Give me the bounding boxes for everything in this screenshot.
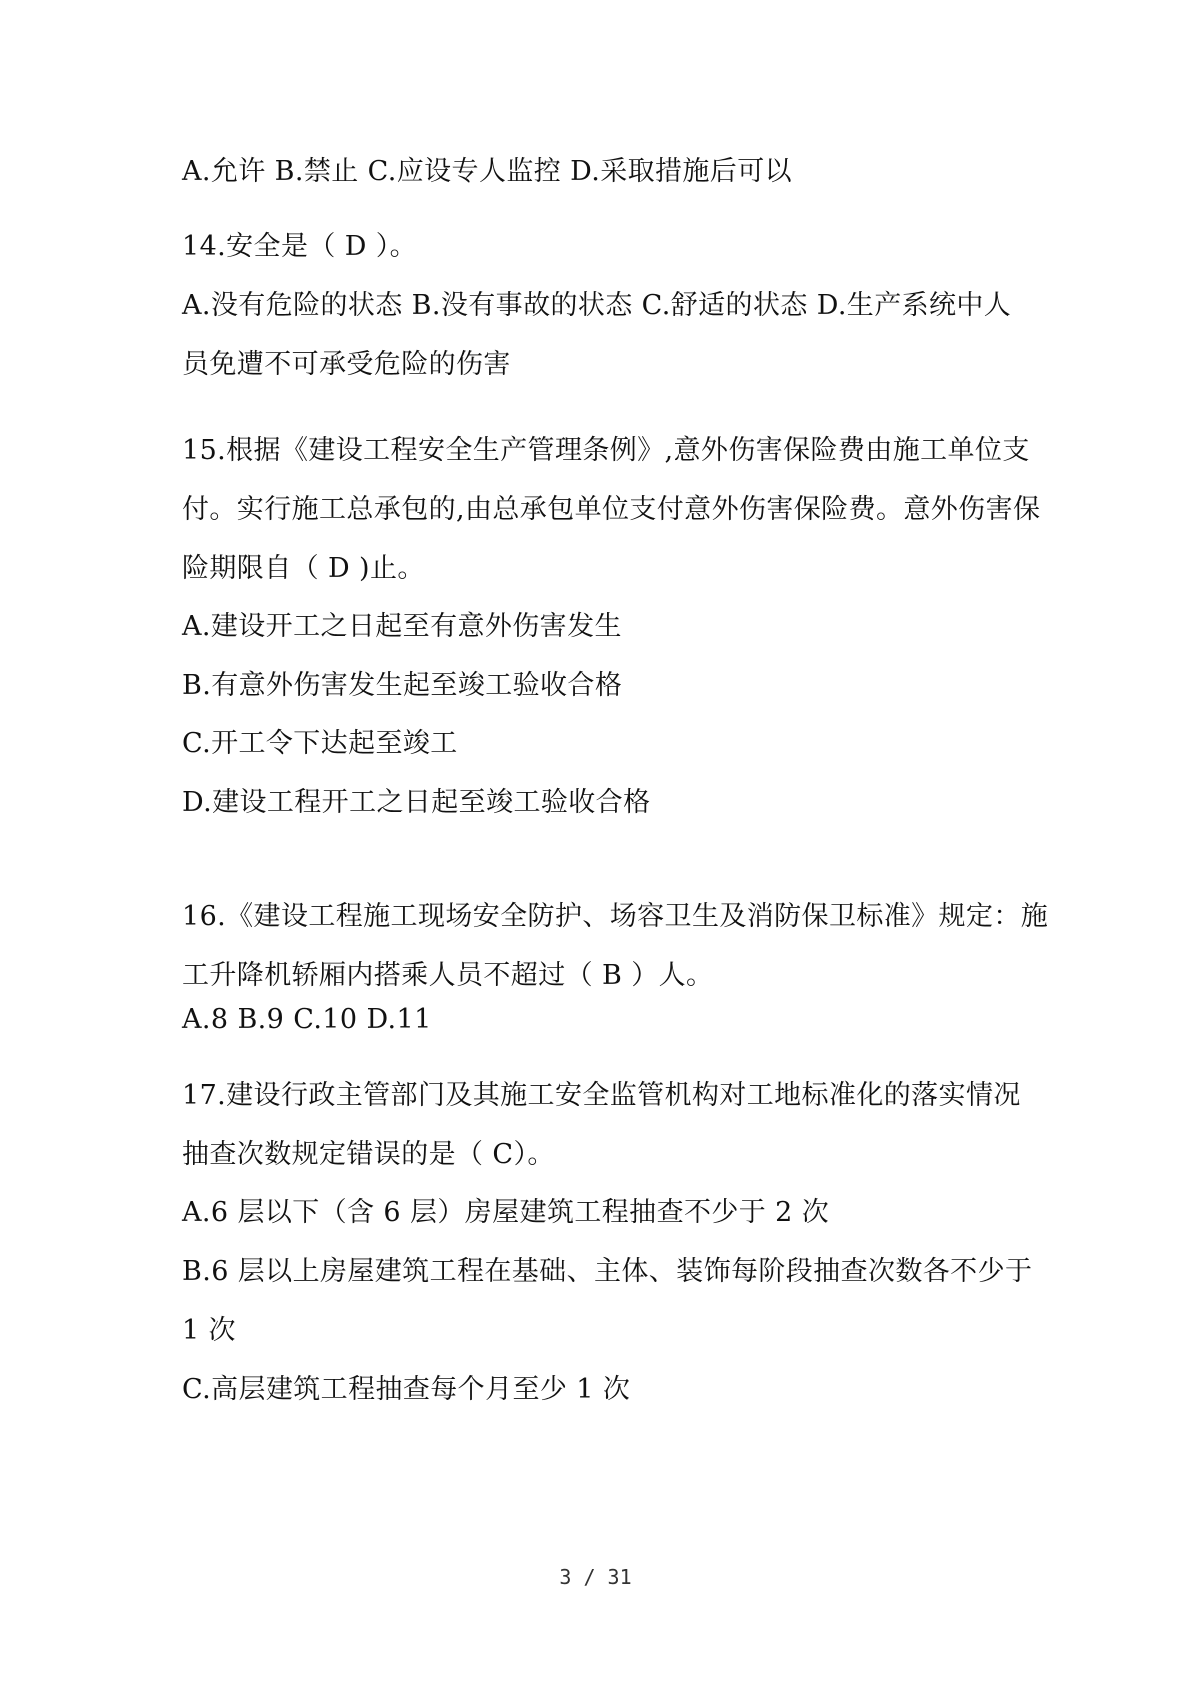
q17-option-b-line-1: B.6 层以上房屋建筑工程在基础、主体、装饰每阶段抽查次数各不少于 <box>182 1256 1033 1287</box>
q13-options: A.允许 B.禁止 C.应设专人监控 D.采取措施后可以 <box>182 156 792 187</box>
q14-options-line-2: 员免遭不可承受危险的伤害 <box>182 349 511 380</box>
q15-option-c: C.开工令下达起至竣工 <box>182 728 458 759</box>
q16-question-line-2: 工升降机轿厢内搭乘人员不超过（ B ）人。 <box>182 960 714 991</box>
q15-option-b: B.有意外伤害发生起至竣工验收合格 <box>182 670 623 701</box>
q17-option-b-line-2: 1 次 <box>182 1315 236 1346</box>
q15-question-line-3: 险期限自（ D )止。 <box>182 553 425 584</box>
q14-options-line-1: A.没有危险的状态 B.没有事故的状态 C.舒适的状态 D.生产系统中人 <box>182 290 1012 321</box>
q15-question-line-2: 付。实行施工总承包的,由总承包单位支付意外伤害保险费。意外伤害保 <box>182 494 1041 525</box>
page-number: 3 / 31 <box>559 1565 632 1589</box>
q15-option-d: D.建设工程开工之日起至竣工验收合格 <box>182 787 651 818</box>
q17-question-line-1: 17.建设行政主管部门及其施工安全监管机构对工地标准化的落实情况 <box>182 1080 1021 1111</box>
q14-question: 14.安全是（ D ）。 <box>182 231 418 262</box>
q16-question-line-1: 16.《建设工程施工现场安全防护、场容卫生及消防保卫标准》规定：施 <box>182 901 1049 932</box>
q16-options: A.8 B.9 C.10 D.11 <box>182 1004 432 1035</box>
q15-option-a: A.建设开工之日起至有意外伤害发生 <box>182 611 622 642</box>
q17-question-line-2: 抽查次数规定错误的是（ C）。 <box>182 1139 555 1170</box>
q17-option-c: C.高层建筑工程抽查每个月至少 1 次 <box>182 1374 631 1405</box>
q15-question-line-1: 15.根据《建设工程安全生产管理条例》,意外伤害保险费由施工单位支 <box>182 435 1030 466</box>
q17-option-a: A.6 层以下（含 6 层）房屋建筑工程抽查不少于 2 次 <box>182 1197 830 1228</box>
